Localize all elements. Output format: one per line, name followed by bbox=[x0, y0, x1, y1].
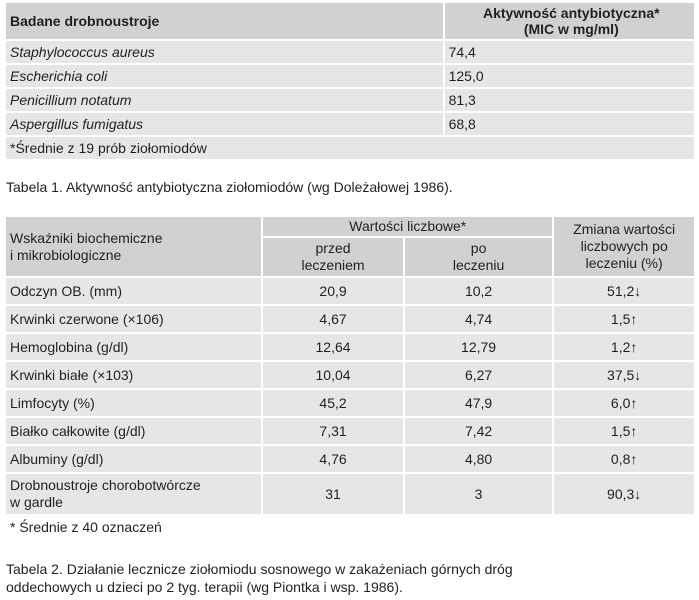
table2-after: 47,9 bbox=[405, 390, 553, 416]
table2-header-after-line1: po bbox=[470, 240, 487, 256]
table1-header-row bbox=[6, 3, 694, 39]
table2-header-change bbox=[554, 217, 694, 276]
table2-caption bbox=[6, 560, 686, 596]
table-row bbox=[6, 65, 694, 87]
table2-caption-line1: Tabela 2. Działanie lecznicze ziołomiodu sosnowego w zakażeniach górnych dróg bbox=[6, 561, 513, 577]
table2-header-before bbox=[263, 238, 403, 276]
table2-after: 12,79 bbox=[405, 334, 553, 360]
table2-before: 4,67 bbox=[263, 306, 403, 332]
table1-value: 68,8 bbox=[445, 113, 694, 135]
table-row bbox=[6, 474, 694, 514]
table2-header-after bbox=[405, 238, 553, 276]
table1-footnote: *Średnie z 19 prób ziołomiodów bbox=[6, 137, 694, 159]
table1-organism: Aspergillus fumigatus bbox=[6, 113, 443, 135]
table2-after: 4,80 bbox=[405, 446, 553, 472]
table-row bbox=[6, 306, 694, 332]
table2-after: 3 bbox=[405, 474, 553, 514]
table2-change: 1,5↑ bbox=[554, 418, 694, 444]
table1-value: 81,3 bbox=[445, 89, 694, 111]
table2-change: 37,5↓ bbox=[554, 362, 694, 388]
table1-header-activity-line1: Aktywność antybiotyczna* bbox=[482, 5, 660, 21]
table1-organism: Penicillium notatum bbox=[6, 89, 443, 111]
table2-header-row-1 bbox=[6, 217, 694, 236]
table2-header-indicators-line1: Wskaźniki biochemiczne bbox=[10, 229, 163, 246]
table-row bbox=[6, 362, 694, 388]
table2-before: 7,31 bbox=[263, 418, 403, 444]
table2-label: Hemoglobina (g/dl) bbox=[6, 334, 261, 360]
table2-footnote-row bbox=[6, 516, 694, 538]
table2-label: Białko całkowite (g/dl) bbox=[6, 418, 261, 444]
table2-label: Krwinki czerwone (×106) bbox=[6, 306, 261, 332]
table1-header-activity bbox=[445, 3, 694, 39]
table-row bbox=[6, 390, 694, 416]
table2-change: 90,3↓ bbox=[554, 474, 694, 514]
table-row bbox=[6, 113, 694, 135]
table2-change: 1,2↑ bbox=[554, 334, 694, 360]
table2-change: 6,0↑ bbox=[554, 390, 694, 416]
table2-label bbox=[6, 474, 261, 514]
table2-header-change-line2: liczbowych po bbox=[580, 238, 668, 254]
table2-before: 4,76 bbox=[263, 446, 403, 472]
table1-organism: Staphylococcus aureus bbox=[6, 41, 443, 63]
table2-before: 45,2 bbox=[263, 390, 403, 416]
table2-after: 7,42 bbox=[405, 418, 553, 444]
table-row bbox=[6, 334, 694, 360]
table2-after: 4,74 bbox=[405, 306, 553, 332]
table2-caption-line2: oddechowych u dzieci po 2 tyg. terapii (wg Piontka i wsp. 1986). bbox=[6, 579, 403, 595]
table-row bbox=[6, 446, 694, 472]
table2-header-indicators-line2: i mikrobiologiczne bbox=[10, 246, 122, 263]
table2-footnote: * Średnie z 40 oznaczeń bbox=[6, 516, 694, 538]
table2-header-before-line2: leczeniem bbox=[301, 257, 365, 273]
table2-label: Odczyn OB. (mm) bbox=[6, 278, 261, 304]
table1-footnote-row bbox=[6, 137, 694, 159]
table1-organism: Escherichia coli bbox=[6, 65, 443, 87]
treatment-effect-table bbox=[4, 215, 696, 540]
table1-value: 74,4 bbox=[445, 41, 694, 63]
table2-change: 51,2↓ bbox=[554, 278, 694, 304]
table2-header-after-line2: leczeniu bbox=[452, 257, 505, 273]
table1-header-organisms: Badane drobnoustroje bbox=[6, 3, 443, 39]
table2-before: 10,04 bbox=[263, 362, 403, 388]
table2-last-label-line1: Drobnoustroje chorobotwórcze bbox=[10, 477, 201, 493]
table2-header-change-line3: leczeniu (%) bbox=[585, 255, 663, 271]
table2-change: 0,8↑ bbox=[554, 446, 694, 472]
table-row bbox=[6, 278, 694, 304]
table2-header-change-line1: Zmiana wartości bbox=[573, 221, 676, 237]
table2-change: 1,5↑ bbox=[554, 306, 694, 332]
table2-before: 12,64 bbox=[263, 334, 403, 360]
antibiotic-activity-table bbox=[4, 1, 696, 161]
table2-label: Krwinki białe (×103) bbox=[6, 362, 261, 388]
table2-after: 10,2 bbox=[405, 278, 553, 304]
table-row bbox=[6, 418, 694, 444]
table2-header-values-group: Wartości liczbowe* bbox=[263, 217, 552, 236]
table1-value: 125,0 bbox=[445, 65, 694, 87]
table-row bbox=[6, 89, 694, 111]
table2-header-before-line1: przed bbox=[315, 240, 351, 256]
table2-before: 31 bbox=[263, 474, 403, 514]
table2-after: 6,27 bbox=[405, 362, 553, 388]
table-row bbox=[6, 41, 694, 63]
table1-caption: Tabela 1. Aktywność antybiotyczna ziołomiodów (wg Doleżałowej 1986). bbox=[6, 179, 453, 195]
table2-label: Albuminy (g/dl) bbox=[6, 446, 261, 472]
table2-before: 20,9 bbox=[263, 278, 403, 304]
table2-header-indicators bbox=[6, 217, 261, 276]
table1-header-activity-line2: (MIC w mg/ml) bbox=[523, 21, 619, 37]
table2-last-label-line2: w gardle bbox=[10, 494, 63, 510]
table2-label: Limfocyty (%) bbox=[6, 390, 261, 416]
